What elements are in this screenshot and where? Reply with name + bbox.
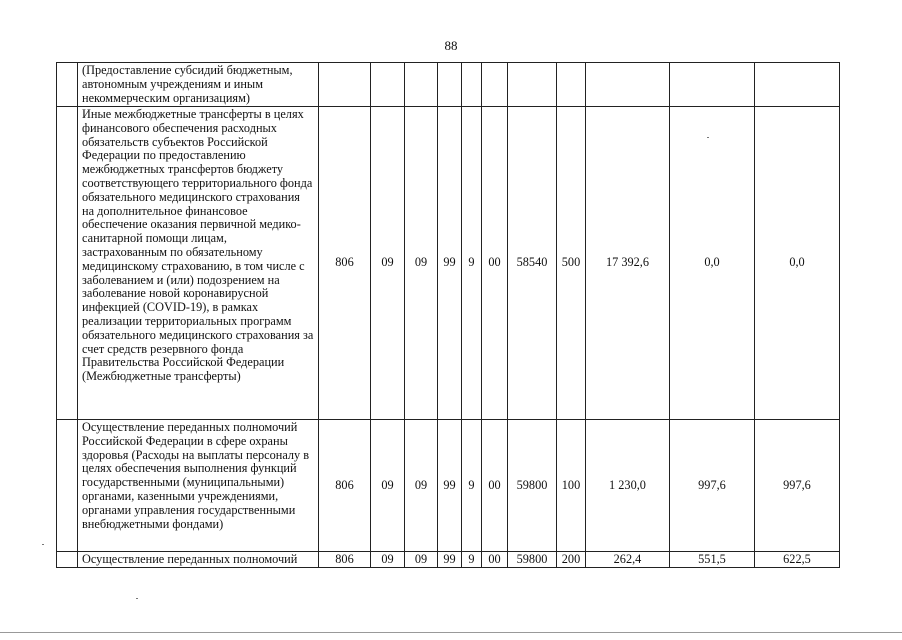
budget-table [56,62,840,568]
scan-speck [42,544,44,545]
amount-year-2 [670,63,755,107]
scan-speck [136,598,138,599]
section-code: 09 [371,420,405,552]
grbs-code: 806 [319,552,371,568]
target-code-program [438,63,462,107]
section-code [371,63,405,107]
amount-year-2: 551,5 [670,552,755,568]
table-row [57,552,840,568]
table-row [57,107,840,420]
amount-year-1 [586,63,670,107]
target-code-direction: 59800 [508,420,557,552]
target-code-subprogram: 9 [462,107,482,420]
target-code-event: 00 [482,420,508,552]
grbs-code: 806 [319,107,371,420]
subsection-code: 09 [405,420,438,552]
target-code-program: 99 [438,552,462,568]
expense-type-code: 200 [557,552,586,568]
amount-year-2: 0,0 [670,107,755,420]
table-row [57,420,840,552]
target-code-event [482,63,508,107]
expense-name: (Предоставление субсидий бюджетным, автономным учреждениям и иным некоммерческим организациям) [78,63,319,107]
expense-type-code: 500 [557,107,586,420]
expense-name: Иные межбюджетные трансферты в целях финансового обеспечения расходных обязательств субъектов Российской Федерации по предоставлению межбюджетных трансфертов бюджету соответствующего территориального фонда обязательного медицинского страхования на дополнительное финансовое обеспечение оказания первичной медико-санитарной помощи лицам, застрахованным по обязательному медицинскому страхованию, в том числе с заболеванием и (или) подозрением на заболевание новой коронавирусной инфекцией (COVID-19), в рамках реализации территориальных программ обязательного медицинского страхования за счет средств резервного фонда Правительства Российской Федерации (Межбюджетные трансферты) [78,107,319,420]
subsection-code [405,63,438,107]
amount-year-3: 997,6 [755,420,840,552]
scan-speck [707,137,709,138]
target-code-event: 00 [482,552,508,568]
target-code-event: 00 [482,107,508,420]
row-marker-cell [57,420,78,552]
target-code-subprogram: 9 [462,420,482,552]
target-code-program: 99 [438,420,462,552]
target-code-program: 99 [438,107,462,420]
section-code: 09 [371,107,405,420]
amount-year-3 [755,63,840,107]
row-marker-cell [57,552,78,568]
target-code-direction: 59800 [508,552,557,568]
target-code-subprogram [462,63,482,107]
expense-type-code: 100 [557,420,586,552]
expense-name: Осуществление переданных полномочий Российской Федерации в сфере охраны здоровья (Расходы на выплаты персоналу в целях обеспечения выполнения функций государственными (муниципальными) органами, казенными учреждениями, органами управления государственными внебюджетными фондами) [78,420,319,552]
expense-name: Осуществление переданных полномочий [78,552,319,568]
target-code-direction [508,63,557,107]
table-row [57,63,840,107]
page-number: 88 [444,38,458,53]
amount-year-1: 1 230,0 [586,420,670,552]
row-marker-cell [57,63,78,107]
target-code-direction: 58540 [508,107,557,420]
expense-type-code [557,63,586,107]
section-code: 09 [371,552,405,568]
subsection-code: 09 [405,552,438,568]
amount-year-1: 262,4 [586,552,670,568]
amount-year-2: 997,6 [670,420,755,552]
grbs-code: 806 [319,420,371,552]
row-marker-cell [57,107,78,420]
page-bottom-rule [0,632,902,633]
amount-year-3: 622,5 [755,552,840,568]
amount-year-1: 17 392,6 [586,107,670,420]
subsection-code: 09 [405,107,438,420]
amount-year-3: 0,0 [755,107,840,420]
grbs-code [319,63,371,107]
target-code-subprogram: 9 [462,552,482,568]
